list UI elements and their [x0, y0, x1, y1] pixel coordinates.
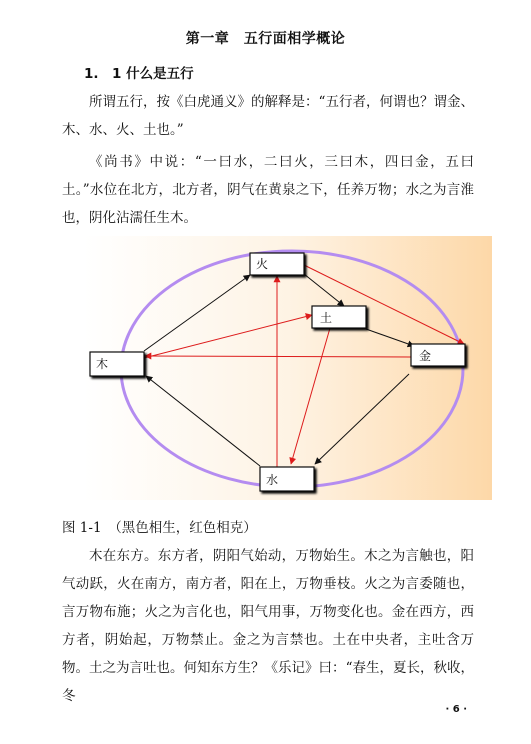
paragraph: 木在东方。东方者，阴阳气始动，万物始生。木之为言触也，阳气动跃，火在南方，南方者，阳在上，万物垂枝。火之为言委随也，言万物布施；火之为言化也，阳气用事，万物变化也。金在西方，西方者，阴始起，万物禁止。金之为言禁也。土在中央者，主吐含万物。土之为言吐也。何知东方生？《乐记》曰：“春生，夏长，秋收，冬	[62, 548, 474, 704]
five-elements-diagram	[84, 236, 492, 500]
svg-text:水: 水	[266, 473, 279, 487]
figure-caption: 图 1-1 （黑色相生，红色相克）	[62, 520, 257, 536]
svg-text:金: 金	[419, 349, 432, 363]
node-metal	[411, 344, 465, 366]
diagram-background	[84, 236, 492, 500]
chapter-title: 第一章 五行面相学概论	[185, 31, 346, 47]
svg-text:土: 土	[320, 311, 333, 325]
node-fire	[250, 253, 304, 275]
node-earth	[312, 306, 366, 328]
paragraph: 所谓五行，按《白虎通义》的解释是：“五行者，何谓也？谓金、木、水、火、土也。”	[62, 94, 474, 138]
node-wood	[90, 352, 144, 376]
node-water	[260, 467, 314, 491]
paragraph: 《尚书》中说：“一曰水，二曰火，三曰木，四曰金，五曰土。”水位在北方，北方者，阴气在黄泉之下，任养万物；水之为言淮也，阴化沾濡任生木。	[62, 154, 474, 226]
svg-text:火: 火	[256, 257, 269, 271]
section-heading: 1. 1 什么是五行	[84, 66, 194, 82]
page-number: · 6 ·	[445, 704, 467, 715]
svg-text:木: 木	[96, 357, 109, 371]
